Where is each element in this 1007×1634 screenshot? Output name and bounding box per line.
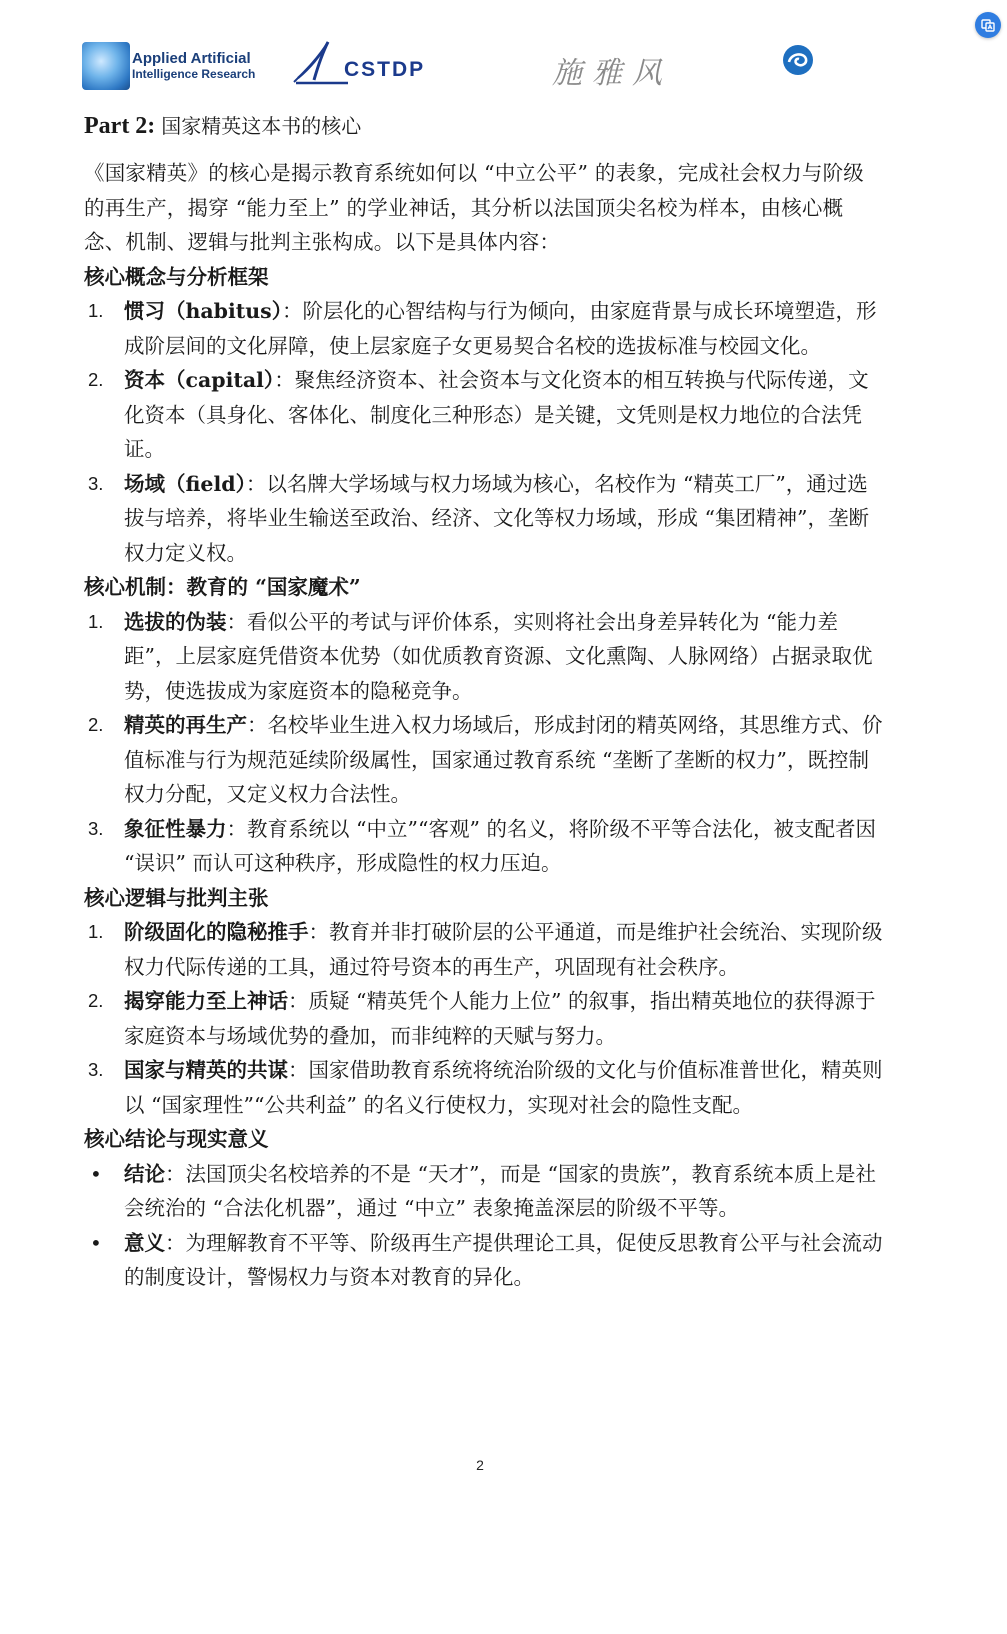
list-item [84, 984, 884, 1053]
section-heading: 核心机制：教育的 “国家魔术” [84, 575, 361, 599]
bullet-icon: • [90, 1230, 102, 1255]
section-conclusion [84, 1122, 884, 1295]
intro-paragraph: 《国家精英》的核心是揭示教育系统如何以 “中立公平” 的表象，完成社会权力与阶级的再生产，揭穿 “能力至上” 的学业神话，其分析以法国顶尖名校为样本，由核心概念、机制、逻辑与批判主张构成。以下是具体内容： [84, 161, 864, 254]
item-text: ：为理解教育不平等、阶级再生产提供理论工具，促使反思教育公平与社会流动的制度设计，警惕权力与资本对教育的异化。 [124, 1230, 883, 1289]
section-logic [84, 881, 884, 1123]
section-heading: 核心逻辑与批判主张 [84, 885, 269, 910]
item-text: ：国家借助教育系统将统治阶级的文化与价值标准普世化，精英则以 “国家理性”“公共利益” 的名义行使权力，实现对社会的隐性支配。 [124, 1058, 883, 1117]
item-text: ：质疑 “精英凭个人能力上位” 的叙事，指出精英地位的获得源于家庭资本与场域优势的叠加，而非纯粹的天赋与努力。 [124, 989, 876, 1048]
item-number: 2. [88, 714, 104, 735]
calligraphy-logo: 施雅风 [552, 56, 672, 91]
page-number: 2 [476, 1457, 484, 1473]
item-term: 象征性暴力 [124, 816, 227, 841]
page-title [84, 110, 884, 143]
aair-logo-line1: Applied Artificial [132, 50, 251, 68]
list-item [84, 605, 884, 709]
item-term: 资本（capital） [124, 368, 275, 392]
translate-button[interactable] [975, 12, 1001, 38]
list-item [84, 1226, 884, 1295]
globe-logo-icon [82, 42, 130, 90]
list-item [84, 915, 884, 984]
aair-logo-line2: Intelligence Research [132, 66, 256, 81]
section-mechanisms [84, 570, 884, 881]
item-number: 3. [88, 1059, 104, 1080]
item-term: 结论 [124, 1161, 165, 1186]
item-term: 揭穿能力至上神话 [124, 989, 288, 1013]
aair-logo [82, 42, 255, 90]
section-concepts [84, 260, 884, 571]
item-term: 精英的再生产 [124, 713, 247, 737]
section-heading: 核心结论与现实意义 [84, 1127, 269, 1151]
wing-logo-icon [292, 40, 352, 86]
bullet-icon: • [90, 1161, 102, 1186]
item-number: 3. [88, 817, 104, 839]
item-text: ：以名牌大学场域与权力场域为核心，名校作为 “精英工厂”，通过选拔与培养，将毕业生输送至政治、经济、文化等权力场域，形成 “集团精神”，垄断权力定义权。 [124, 471, 869, 565]
item-number: 2. [88, 990, 104, 1011]
item-text: ：看似公平的考试与评价体系，实则将社会出身差异转化为 “能力差距”，上层家庭凭借资本优势（如优质教育资源、文化熏陶、人脉网络）占据录取优势，使选拔成为家庭资本的隐秘竞争。 [124, 609, 873, 703]
part-title-text: 国家精英这本书的核心 [161, 114, 362, 138]
item-term: 惯习（habitus） [124, 299, 282, 323]
item-number: 1. [88, 610, 104, 632]
item-number: 2. [88, 369, 104, 390]
item-text: ：阶层化的心智结构与行为倾向，由家庭背景与成长环境塑造，形成阶层间的文化屏障，使上层家庭子女更易契合名校的选拔标准与校园文化。 [124, 299, 877, 358]
item-number: 1. [88, 921, 104, 942]
part-label: Part 2: [84, 113, 156, 139]
item-term: 场域（field） [124, 471, 246, 496]
cstdp-logo-text: CSTDP [344, 58, 426, 81]
list-item [84, 294, 884, 363]
list-item [84, 363, 884, 467]
item-term: 选拔的伪装 [124, 609, 227, 634]
item-text: ：聚焦经济资本、社会资本与文化资本的相互转换与代际传递，文化资本（具身化、客体化、制度化三种形态）是关键，文凭则是权力地位的合法凭证。 [124, 368, 869, 461]
translate-icon [981, 18, 995, 32]
logo-header [82, 38, 842, 94]
item-text: ：名校毕业生进入权力场域后，形成封闭的精英网络，其思维方式、价值标准与行为规范延续阶级属性，国家通过教育系统 “垄断了垄断的权力”，既控制权力分配，又定义权力合法性。 [124, 713, 883, 806]
list-item [84, 1053, 884, 1122]
item-text: ：教育并非打破阶层的公平通道，而是维护社会统治、实现阶级权力代际传递的工具，通过符号资本的再生产，巩固现有社会秩序。 [124, 920, 883, 979]
item-number: 3. [88, 472, 104, 494]
swirl-logo-icon [782, 44, 814, 76]
item-term: 阶级固化的隐秘推手 [124, 920, 309, 944]
list-item [84, 708, 884, 812]
item-number: 1. [88, 300, 104, 321]
list-item [84, 1157, 884, 1226]
item-text: ：教育系统以 “中立”“客观” 的名义，将阶级不平等合法化，被支配者因 “误识” 而认可这种秩序，形成隐性的权力压迫。 [124, 816, 876, 875]
cstdp-logo [292, 40, 425, 86]
item-text: ：法国顶尖名校培养的不是 “天才”，而是 “国家的贵族”，教育系统本质上是社会统治的 “合法化机器”，通过 “中立” 表象掩盖深层的阶级不平等。 [124, 1161, 876, 1220]
document-body [84, 110, 884, 1295]
item-term: 意义 [124, 1230, 165, 1255]
list-item [84, 467, 884, 571]
section-heading: 核心概念与分析框架 [84, 264, 269, 289]
item-term: 国家与精英的共谋 [124, 1058, 288, 1082]
list-item [84, 812, 884, 881]
